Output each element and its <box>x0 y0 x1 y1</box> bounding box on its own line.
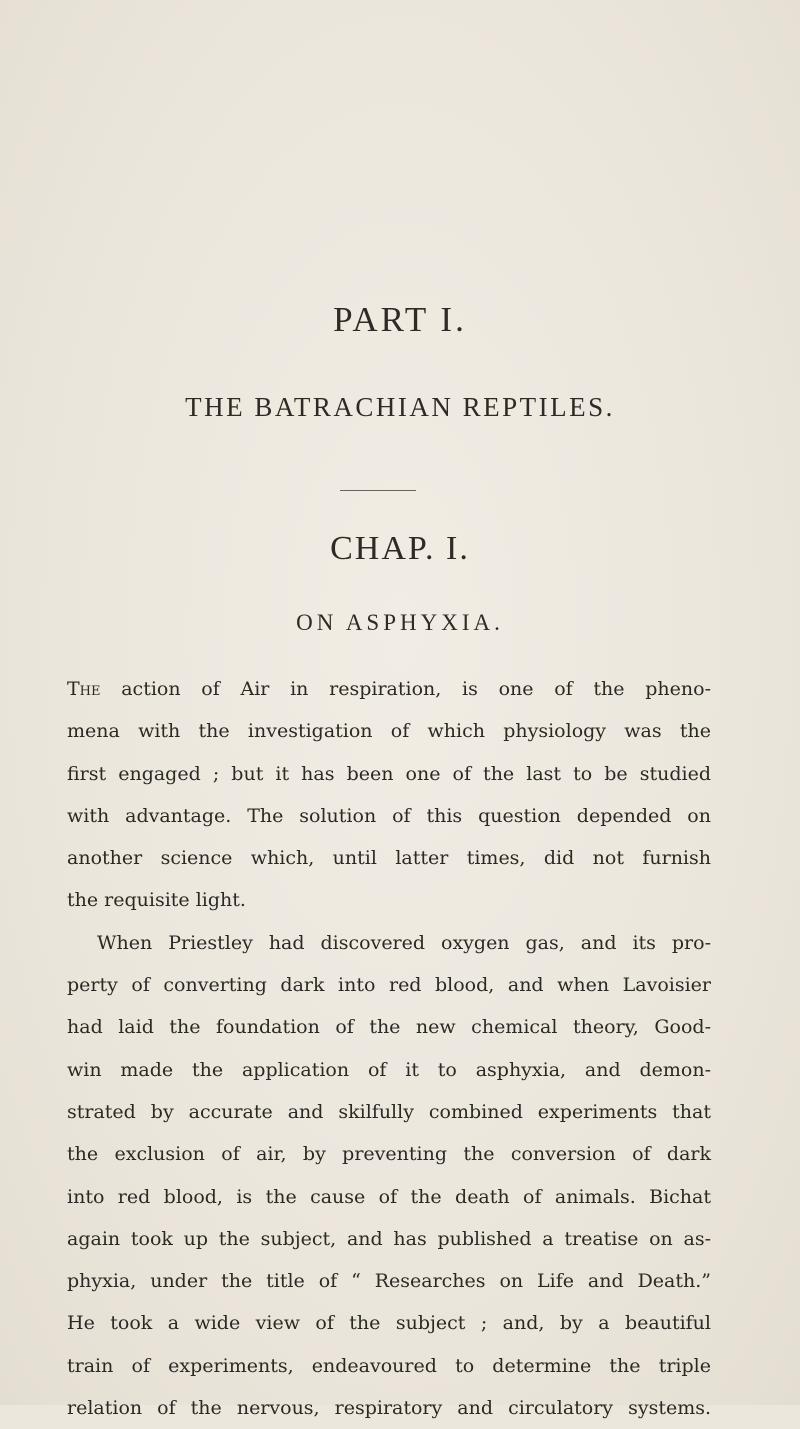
chapter-title: CHAP. I. <box>330 530 470 567</box>
text-line: train of experiments, endeavoured to determine the triple <box>67 1354 711 1377</box>
text-line: another science which, until latter times, did not furnish <box>67 847 711 870</box>
body-text <box>67 668 711 1429</box>
text-line: win made the application of it to asphyxia, and demon- <box>67 1058 711 1081</box>
text-line: the requisite light. <box>67 889 246 912</box>
text-line: perty of converting dark into red blood, and when Lavoisier <box>67 974 711 997</box>
text-line: had laid the foundation of the new chemical theory, Good- <box>67 1016 711 1039</box>
text-line: again took up the subject, and has published a treatise on as- <box>67 1227 711 1250</box>
divider-rule <box>340 490 416 491</box>
text-line: first engaged ; but it has been one of the last to be studied <box>67 762 711 785</box>
text-line: the exclusion of air, by preventing the conversion of dark <box>67 1143 711 1166</box>
text-line: with advantage. The solution of this question depended on <box>67 804 711 827</box>
text-line: He took a wide view of the subject ; and, by a beautiful <box>67 1312 711 1335</box>
text-line: relation of the nervous, respiratory and circulatory systems. <box>67 1397 711 1420</box>
part-title: PART I. <box>333 300 467 339</box>
text-line: phyxia, under the title of “ Researches on Life and Death.” <box>67 1270 711 1293</box>
text-line: mena with the investigation of which physiology was the <box>67 720 711 743</box>
chapter-subtitle: ON ASPHYXIA. <box>296 610 504 635</box>
text-line: When Priestley had discovered oxygen gas, and its pro- <box>97 931 711 954</box>
text-line: strated by accurate and skilfully combined experiments that <box>67 1100 711 1123</box>
text-line: into red blood, is the cause of the death of animals. Bichat <box>67 1185 711 1208</box>
section-title: THE BATRACHIAN REPTILES. <box>185 392 615 422</box>
opening-word: The <box>67 678 101 700</box>
text-line: The action of Air in respiration, is one of the pheno- <box>67 678 711 700</box>
